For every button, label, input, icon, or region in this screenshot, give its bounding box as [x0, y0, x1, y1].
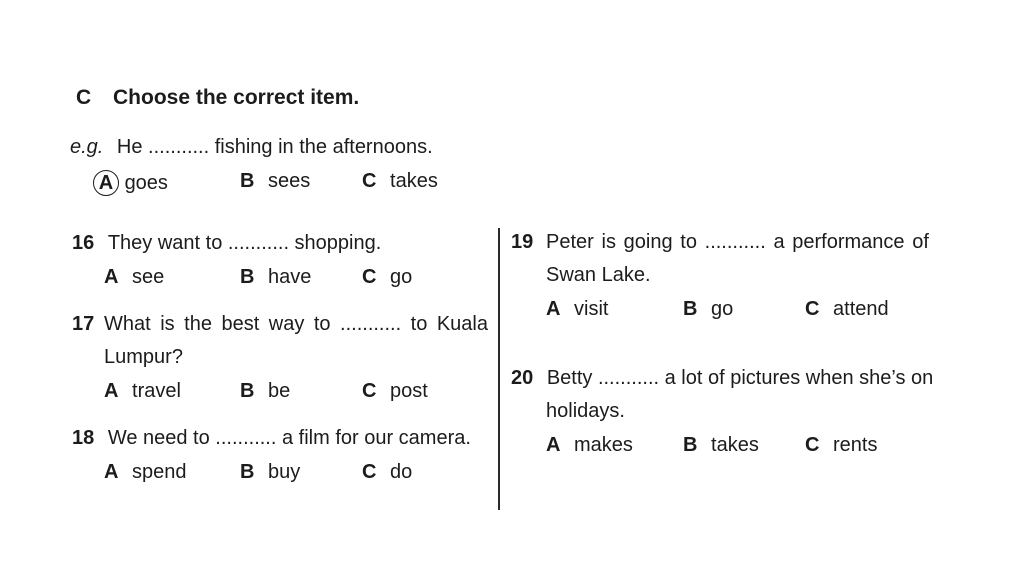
q18-option-b — [240, 461, 300, 484]
q16-option-a — [104, 266, 164, 289]
option-word: makes — [574, 434, 633, 456]
option-word: sees — [268, 170, 311, 192]
q18-option-a — [104, 461, 187, 484]
q18-option-c — [362, 461, 412, 484]
circled-answer-icon: A — [93, 170, 119, 196]
question-19-line2: Swan Lake. — [546, 264, 651, 286]
word: is — [601, 231, 616, 253]
word: ........... — [340, 313, 402, 335]
question-number: 19 — [511, 231, 534, 253]
option-word: takes — [390, 170, 438, 192]
q17-option-b — [240, 380, 290, 403]
word: going — [623, 231, 673, 253]
q16-option-b — [240, 266, 311, 289]
option-word: goes — [124, 172, 168, 194]
option-word: buy — [268, 461, 301, 483]
q20-option-c — [805, 434, 877, 457]
option-word: post — [390, 380, 428, 402]
option-letter: B — [240, 266, 255, 288]
word: way — [268, 313, 305, 335]
q17-option-c — [362, 380, 428, 403]
option-word: travel — [132, 380, 181, 402]
question-text: Betty ........... a lot of pictures when she’s on — [546, 367, 934, 389]
q19-option-a — [546, 298, 608, 321]
option-letter: B — [683, 298, 698, 320]
word: performance — [792, 231, 905, 253]
section-letter: C — [76, 86, 92, 109]
word: to — [680, 231, 697, 253]
option-letter: C — [362, 170, 377, 192]
option-letter: A — [104, 461, 119, 483]
column-divider — [498, 228, 500, 510]
option-word: visit — [574, 298, 609, 320]
option-letter: C — [362, 380, 377, 402]
example-label: e.g. — [70, 136, 104, 158]
word: What — [104, 313, 151, 335]
example-option-a — [97, 170, 168, 196]
option-letter: B — [240, 380, 255, 402]
word: a — [773, 231, 785, 253]
question-number: 18 — [72, 427, 95, 449]
option-letter: B — [240, 170, 255, 192]
q20-option-a — [546, 434, 633, 457]
word: to — [313, 313, 331, 335]
word: to — [410, 313, 428, 335]
option-letter: B — [683, 434, 698, 456]
word: best — [221, 313, 260, 335]
option-word: go — [711, 298, 734, 320]
q20-option-b — [683, 434, 759, 457]
q17-option-a — [104, 380, 181, 403]
option-letter: A — [546, 434, 561, 456]
option-letter: A — [104, 266, 119, 288]
question-17-line2: Lumpur? — [104, 346, 183, 368]
question-number: 17 — [72, 313, 95, 335]
option-word: takes — [711, 434, 759, 456]
word: the — [184, 313, 212, 335]
option-word: have — [268, 266, 312, 288]
example-option-c — [362, 170, 438, 193]
question-text: They want to ........... shopping. — [107, 232, 382, 254]
question-17-number — [72, 313, 94, 336]
option-letter: C — [362, 461, 377, 483]
question-number: 20 — [511, 367, 534, 389]
option-letter: A — [546, 298, 561, 320]
question-text: We need to ........... a film for our camera. — [107, 427, 471, 449]
word: Peter — [546, 231, 594, 253]
option-word: rents — [833, 434, 878, 456]
option-word: be — [268, 380, 291, 402]
q16-option-c — [362, 266, 412, 289]
option-word: do — [390, 461, 413, 483]
option-letter: C — [805, 298, 820, 320]
word: Kuala — [436, 313, 488, 335]
example-option-b — [240, 170, 310, 193]
question-number: 16 — [72, 232, 95, 254]
q19-option-c — [805, 298, 889, 321]
option-letter: C — [805, 434, 820, 456]
question-20-line2: holidays. — [546, 400, 625, 422]
question-18 — [72, 427, 471, 450]
option-word: spend — [132, 461, 187, 483]
example-text: He ........... fishing in the afternoons. — [116, 136, 433, 158]
question-20 — [511, 367, 933, 390]
example-line — [70, 136, 433, 159]
option-letter: B — [240, 461, 255, 483]
word: is — [160, 313, 175, 335]
question-19-line1 — [546, 231, 929, 254]
section-title: Choose the correct item. — [113, 86, 360, 109]
question-19-number — [511, 231, 533, 254]
option-word: attend — [833, 298, 889, 320]
option-word: go — [390, 266, 413, 288]
question-17-line1 — [104, 313, 488, 336]
question-16 — [72, 232, 381, 255]
q19-option-b — [683, 298, 733, 321]
word: ........... — [704, 231, 766, 253]
option-letter: C — [362, 266, 377, 288]
option-word: see — [132, 266, 165, 288]
word: of — [912, 231, 929, 253]
option-letter: A — [104, 380, 119, 402]
